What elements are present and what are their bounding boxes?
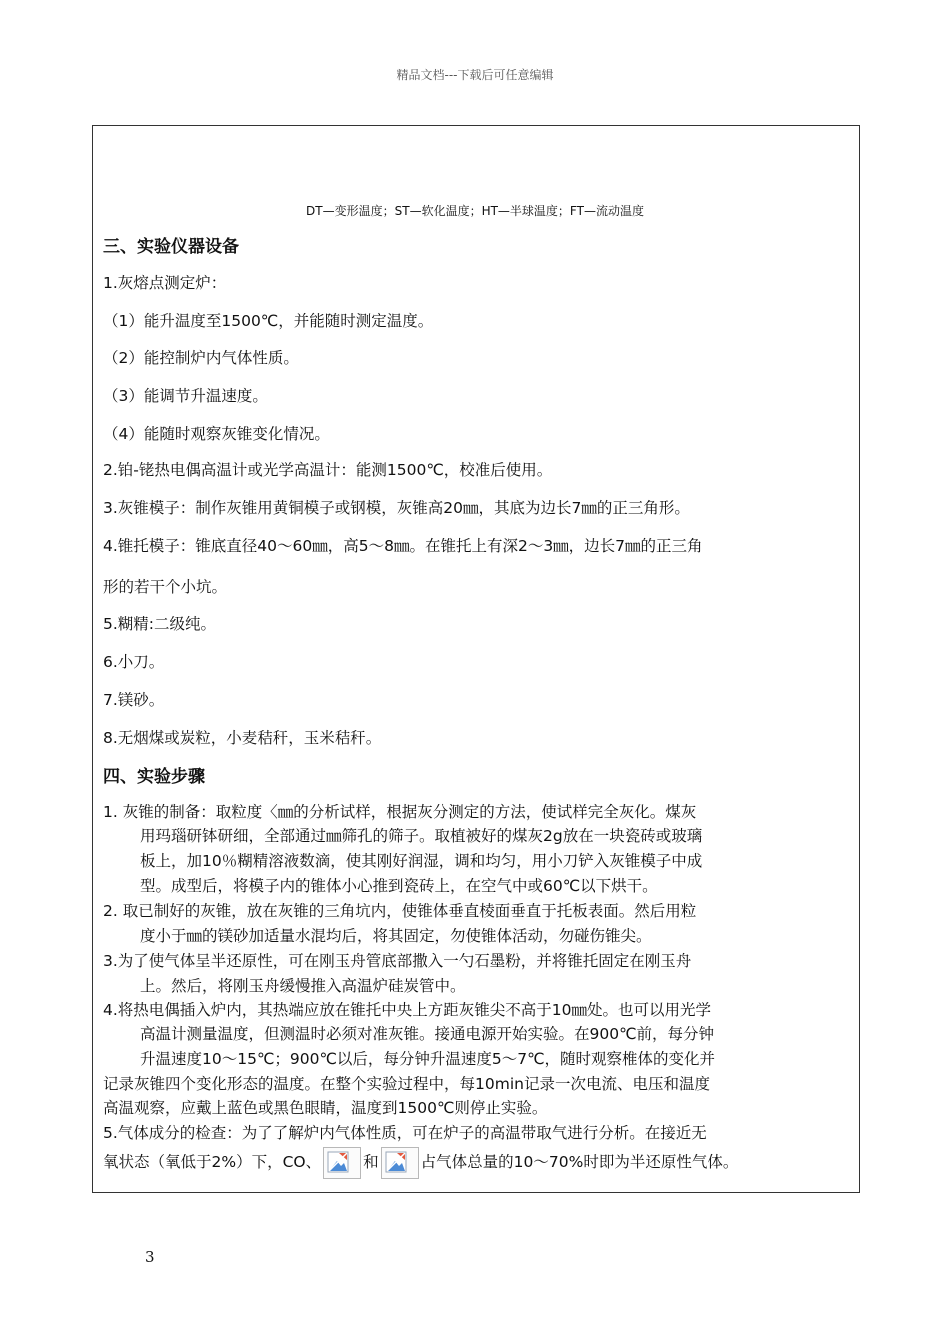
equipment-line: （3）能调节升温速度。 [103,387,268,405]
procedure-last-line [103,1145,738,1179]
procedure-text: 氧状态（氧低于2%）下，CO、 [103,1153,322,1171]
procedure-text: 和 [363,1153,379,1171]
procedure-line: 用玛瑙研钵研细，全部通过㎜筛孔的筛子。取植被好的煤灰2g放在一块瓷砖或玻璃 [140,827,703,845]
page-number: 3 [145,1248,155,1266]
procedure-line: 上。然后，将刚玉舟缓慢推入高温炉硅炭管中。 [140,977,466,995]
equipment-line: 1.灰熔点测定炉： [103,274,227,292]
procedure-line: 度小于㎜的镁砂加适量水混均后，将其固定，勿使锥体活动，勿碰伤锥尖。 [140,927,652,945]
equipment-line: 4.锥托模子：锥底直径40～60㎜，高5～8㎜。在锥托上有深2～3㎜，边长7㎜的正三角 [103,537,703,555]
procedure-line: 型。成型后，将模子内的锥体小心推到瓷砖上，在空气中或60℃以下烘干。 [140,877,658,895]
procedure-line: 3.为了使气体呈半还原性，可在刚玉舟管底部撒入一勺石墨粉，并将锥托固定在刚玉舟 [103,952,692,970]
equipment-line: （2）能控制炉内气体性质。 [103,349,299,367]
equipment-line: 3.灰锥模子：制作灰锥用黄铜模子或钢模，灰锥高20㎜，其底为边长7㎜的正三角形。 [103,499,690,517]
equipment-line: （1）能升温度至1500℃，并能随时测定温度。 [103,312,434,330]
section-title-procedure: 四、实验步骤 [103,767,205,787]
equipment-line: （4）能随时观察灰锥变化情况。 [103,425,330,443]
broken-image-icon [323,1147,361,1179]
procedure-line: 升温速度10～15℃；900℃以后，每分钟升温速度5～7℃，随时观察椎体的变化并 [140,1050,715,1068]
procedure-line: 记录灰锥四个变化形态的温度。在整个实验过程中，每10min记录一次电流、电压和温度 [103,1075,710,1093]
equipment-line: 2.铂-铑热电偶高温计或光学高温计：能测1500℃，校准后使用。 [103,461,553,479]
procedure-line: 5.气体成分的检查：为了了解炉内气体性质，可在炉子的高温带取气进行分析。在接近无 [103,1124,707,1142]
page-header: 精品文档---下载后可任意编辑 [396,68,554,82]
equipment-line: 7.镁砂。 [103,691,165,709]
procedure-text: 占气体总量的10～70%时即为半还原性气体。 [420,1153,739,1171]
procedure-line: 4.将热电偶插入炉内，其热端应放在锥托中央上方距灰锥尖不高于10㎜处。也可以用光学 [103,1001,712,1019]
equipment-line: 5.糊精:二级纯。 [103,615,217,633]
equipment-line: 形的若干个小坑。 [103,578,228,596]
procedure-line: 板上，加10％糊精溶液数滴，使其刚好润湿，调和均匀，用小刀铲入灰锥模子中成 [140,852,703,870]
procedure-line: 1. 灰锥的制备：取粒度〈㎜的分析试样，根据灰分测定的方法，使试样完全灰化。煤灰 [103,803,697,821]
procedure-line: 2. 取已制好的灰锥，放在灰锥的三角坑内，使锥体垂直棱面垂直于托板表面。然后用粒 [103,902,697,920]
broken-image-icon [381,1147,419,1179]
figure-caption: DT—变形温度；ST—软化温度；HT—半球温度；FT—流动温度 [306,204,644,218]
section-title-equipment: 三、实验仪器设备 [103,237,239,257]
equipment-line: 6.小刀。 [103,653,165,671]
procedure-line: 高温计测量温度，但测温时必须对准灰锥。接通电源开始实验。在900℃前，每分钟 [140,1025,714,1043]
procedure-line: 高温观察，应戴上蓝色或黑色眼睛，温度到1500℃则停止实验。 [103,1099,548,1117]
equipment-line: 8.无烟煤或炭粒，小麦秸秆，玉米秸秆。 [103,729,382,747]
